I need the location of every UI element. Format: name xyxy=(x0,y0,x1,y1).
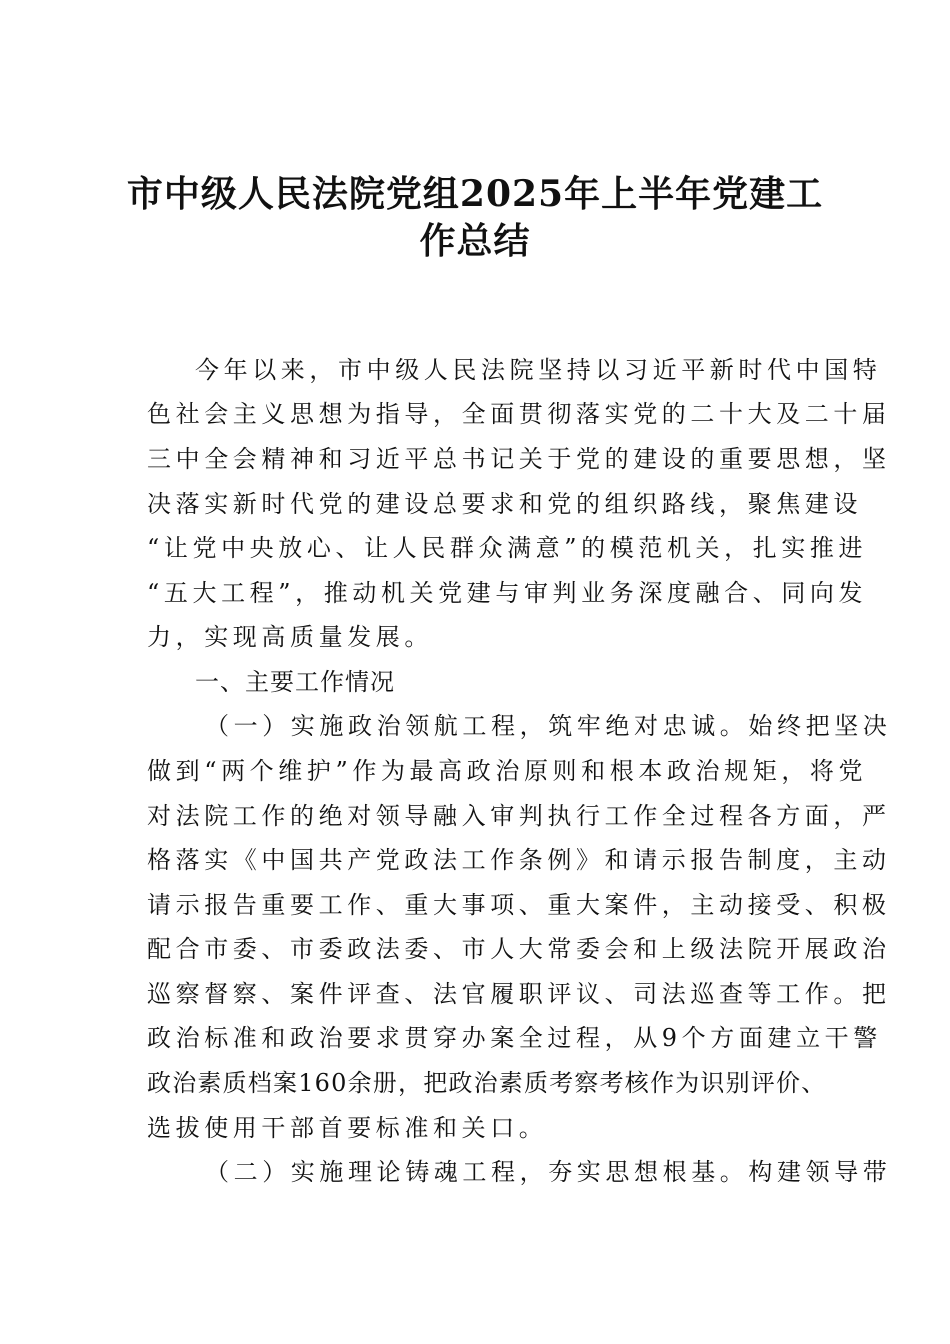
section-heading: 一、主要工作情况 xyxy=(195,668,395,696)
section-line: 对法院工作的绝对领导融入审判执行工作全过程各方面，严 xyxy=(147,802,891,830)
intro-line: 决落实新时代党的建设总要求和党的组织路线，聚焦建设 xyxy=(147,490,862,518)
intro-line: “让党中央放心、让人民群众满意”的模范机关，扎实推进 xyxy=(147,534,868,562)
intro-line: “五大工程”，推动机关党建与审判业务深度融合、同向发 xyxy=(147,579,868,607)
section-line: 配合市委、市委政法委、市人大常委会和上级法院开展政治 xyxy=(147,935,891,963)
section-line: 巡察督察、案件评查、法官履职评议、司法巡查等工作。把 xyxy=(147,980,891,1008)
intro-line: 色社会主义思想为指导，全面贯彻落实党的二十大及二十届 xyxy=(147,400,891,428)
intro-line: 今年以来，市中级人民法院坚持以习近平新时代中国特 xyxy=(195,356,882,384)
document-title-line-2: 作总结 xyxy=(419,220,531,262)
document-title-line-1: 市中级人民法院党组2025年上半年党建工 xyxy=(126,173,824,215)
section-line: 政治素质档案160余册，把政治素质考察考核作为识别评价、 xyxy=(147,1069,827,1097)
section-line: （二）实施理论铸魂工程，夯实思想根基。构建领导带 xyxy=(205,1158,892,1186)
section-line: （一）实施政治领航工程，筑牢绝对忠诚。始终把坚决 xyxy=(205,712,892,740)
section-line: 请示报告重要工作、重大事项、重大案件，主动接受、积极 xyxy=(147,891,891,919)
section-line: 选拔使用干部首要标准和关口。 xyxy=(147,1114,548,1142)
section-line: 做到“两个维护”作为最高政治原则和根本政治规矩，将党 xyxy=(147,757,868,785)
section-line: 政治标准和政治要求贯穿办案全过程，从9个方面建立干警 xyxy=(147,1024,882,1052)
section-line: 格落实《中国共产党政法工作条例》和请示报告制度，主动 xyxy=(147,846,891,874)
intro-line: 力，实现高质量发展。 xyxy=(147,623,433,651)
intro-line: 三中全会精神和习近平总书记关于党的建设的重要思想，坚 xyxy=(147,445,891,473)
